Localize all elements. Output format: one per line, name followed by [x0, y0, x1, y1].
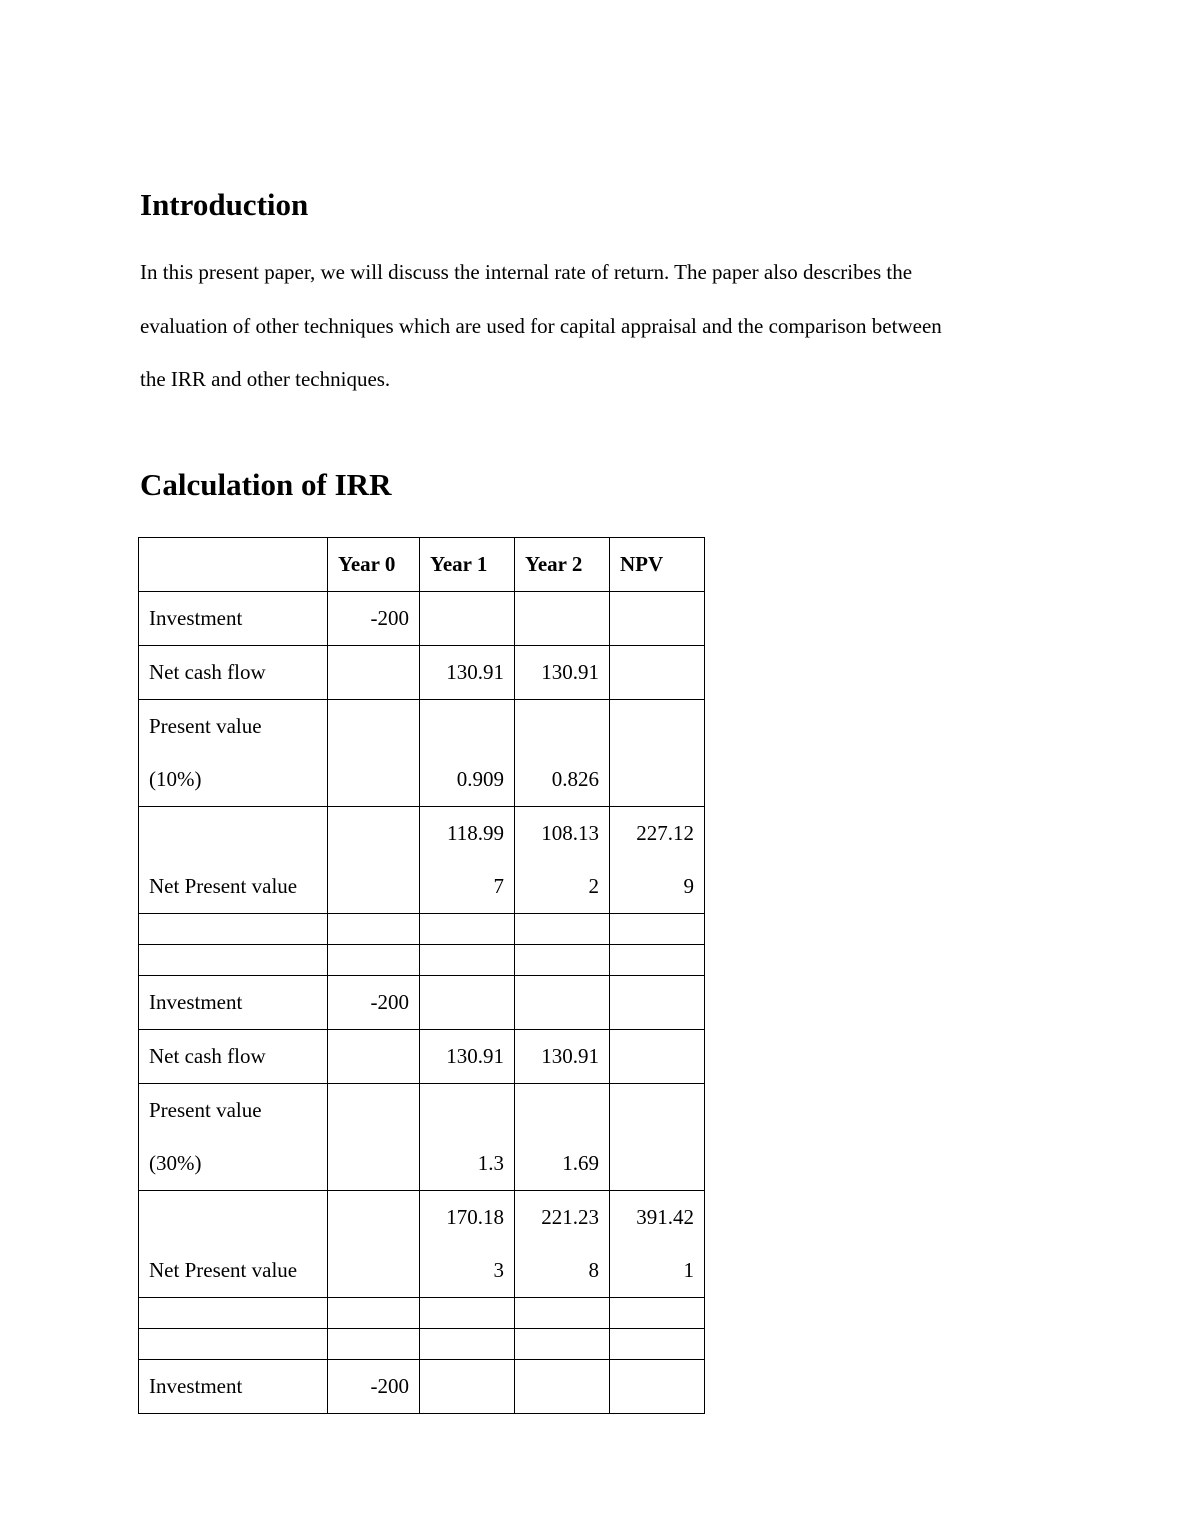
value-text: 0.909: [456, 767, 504, 791]
label-line: Present value: [149, 714, 262, 738]
row-label-investment: Investment: [139, 592, 328, 646]
value-text: 118.99: [447, 821, 504, 845]
cell-ncf-year-2: 130.91: [515, 1030, 610, 1084]
header-npv: NPV: [610, 538, 705, 592]
row-label-net-cash-flow: Net cash flow: [139, 1030, 328, 1084]
cell-npv-year-1: [420, 1191, 515, 1298]
header-year-0: Year 0: [328, 538, 420, 592]
table-row: [139, 1360, 705, 1414]
cell-investment-year-0: -200: [328, 592, 420, 646]
table-row: [139, 592, 705, 646]
cell-ncf-year-2: 130.91: [515, 646, 610, 700]
header-blank: [139, 538, 328, 592]
value-text: 0.826: [551, 767, 599, 791]
intro-line-2: evaluation of other techniques which are used for capital appraisal and the comparison between: [140, 313, 942, 338]
value-text: 3: [493, 1258, 504, 1282]
cell-npv-total: [610, 1191, 705, 1298]
cell-npv-year-2: [515, 807, 610, 914]
table-row: [139, 1084, 705, 1191]
table-row-empty: [139, 1298, 705, 1329]
cell-npv-total: [610, 807, 705, 914]
value-text: 1: [683, 1258, 694, 1282]
table-row: [139, 976, 705, 1030]
cell-investment-year-0: -200: [328, 1360, 420, 1414]
row-label-present-value: [139, 1084, 328, 1191]
value-text: 2: [588, 874, 599, 898]
intro-line-1: In this present paper, we will discuss the internal rate of return. The paper also describes the: [140, 260, 913, 284]
label-line: (10%): [149, 767, 202, 791]
irr-heading: Calculation of IRR: [140, 467, 392, 502]
row-label-investment: Investment: [139, 1360, 328, 1414]
row-label-net-present-value: [139, 807, 328, 914]
table-row: [139, 700, 705, 807]
row-label-net-cash-flow: Net cash flow: [139, 646, 328, 700]
cell-pv-year-2: [515, 1084, 610, 1191]
value-text: 1.69: [562, 1151, 599, 1175]
value-text: 7: [493, 874, 504, 898]
table-row: [139, 646, 705, 700]
intro-line-3: the IRR and other techniques.: [140, 367, 391, 391]
cell-ncf-year-1: 130.91: [420, 1030, 515, 1084]
label-line: Net Present value: [149, 1258, 298, 1282]
table-row: [139, 807, 705, 914]
header-year-1: Year 1: [420, 538, 515, 592]
intro-heading: Introduction: [140, 187, 309, 222]
value-text: 170.18: [446, 1205, 504, 1229]
row-label-investment: Investment: [139, 976, 328, 1030]
value-text: 391.42: [636, 1205, 694, 1229]
table-row: [139, 1030, 705, 1084]
cell-pv-year-2: [515, 700, 610, 807]
header-year-2: Year 2: [515, 538, 610, 592]
value-text: 227.12: [636, 821, 694, 845]
table-row-empty: [139, 945, 705, 976]
table-row: [139, 1191, 705, 1298]
cell-ncf-year-1: 130.91: [420, 646, 515, 700]
value-text: 8: [588, 1258, 599, 1282]
value-text: 1.3: [477, 1151, 504, 1175]
cell-investment-year-0: -200: [328, 976, 420, 1030]
value-text: 221.23: [541, 1205, 599, 1229]
label-line: (30%): [149, 1151, 202, 1175]
cell-pv-year-1: [420, 1084, 515, 1191]
row-label-present-value: [139, 700, 328, 807]
cell-npv-year-1: [420, 807, 515, 914]
irr-table: [138, 537, 705, 1414]
table-row-empty: [139, 914, 705, 945]
value-text: 108.13: [541, 821, 599, 845]
table-row-empty: [139, 1329, 705, 1360]
label-line: Present value: [149, 1098, 262, 1122]
value-text: 9: [683, 874, 694, 898]
table-header-row: [139, 538, 705, 592]
label-line: Net Present value: [149, 874, 298, 898]
row-label-net-present-value: [139, 1191, 328, 1298]
cell-npv-year-2: [515, 1191, 610, 1298]
cell-pv-year-1: [420, 700, 515, 807]
intro-paragraph: [140, 246, 1060, 407]
